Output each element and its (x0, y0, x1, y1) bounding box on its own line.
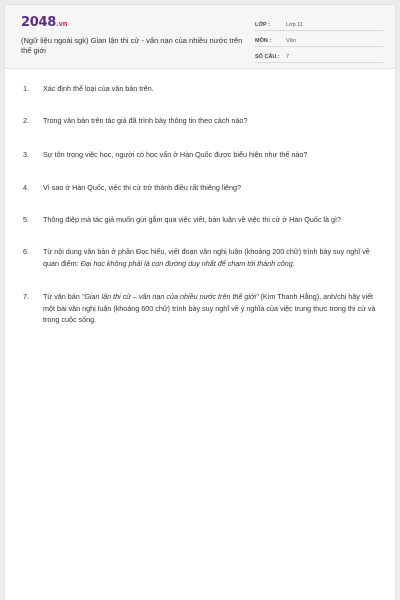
meta-value: Lớp 11 (286, 22, 303, 28)
question-text: Thông điệp mà tác giả muốn gửi gắm qua việc viết, bàn luận về việc thi cử ở Hàn Quốc là gì? (43, 215, 342, 224)
question-number: 2. (23, 116, 29, 125)
meta-row-class (255, 17, 383, 31)
question-text (43, 246, 379, 269)
meta-label: SỐ CÂU : (255, 54, 280, 60)
question-text (43, 291, 379, 326)
question-number: 1. (23, 84, 29, 93)
meta-row-subject (255, 33, 383, 47)
question-text-quote: Đại học không phải là con đường duy nhất để chạm tới thành công. (80, 258, 295, 268)
question-number: 4. (23, 183, 29, 192)
question-text: Sự tôn trọng việc học, người có học vấn ở Hàn Quốc được biểu hiện như thế nào? (43, 150, 308, 159)
meta-value: Văn (286, 38, 296, 44)
meta-label: MÔN : (255, 38, 272, 44)
document-title: (Ngữ liệu ngoài sgk) Gian lận thi cử - vấn nạn của nhiều nước trên thế giới (21, 36, 243, 55)
logo-text: 2048 (21, 15, 56, 30)
question-text: Xác định thể loại của văn bản trên. (43, 84, 154, 93)
meta-label: LỚP : (255, 22, 270, 28)
question-text-plain: Từ văn bản (43, 292, 82, 301)
question-number: 5. (23, 215, 29, 224)
question-text: Vì sao ở Hàn Quốc, việc thi cử trở thành điều rất thiêng liêng? (43, 183, 242, 192)
question-text-plain: Từ nội dung văn bản ở phần Đọc hiểu, viết đoạn văn nghị luận (khoảng 200 chữ) trình bày suy nghĩ về quan điểm: (43, 247, 370, 268)
question-number: 6. (23, 247, 29, 256)
document-page (4, 4, 396, 600)
question-text: Trong văn bản trên tác giả đã trình bày thông tin theo cách nào? (43, 116, 248, 125)
meta-value: 7 (286, 54, 290, 60)
logo-suffix: .vn (55, 20, 68, 28)
site-logo[interactable] (21, 16, 67, 31)
meta-row-question-count (255, 49, 383, 63)
question-text-plain: (Kim Thanh Hằng), anh/chị hãy viết một bài văn nghị luận (khoảng 600 chữ) trình bày suy nghĩ về ý nghĩa của việc trung thực trong thi cử và trong cuộc sống. (43, 292, 376, 324)
question-number: 3. (23, 150, 29, 159)
question-text-quote: "Gian lận thi cử – vấn nạn của nhiều nước trên thế giới" (81, 292, 259, 301)
document-header (5, 5, 395, 69)
question-number: 7. (23, 292, 29, 301)
